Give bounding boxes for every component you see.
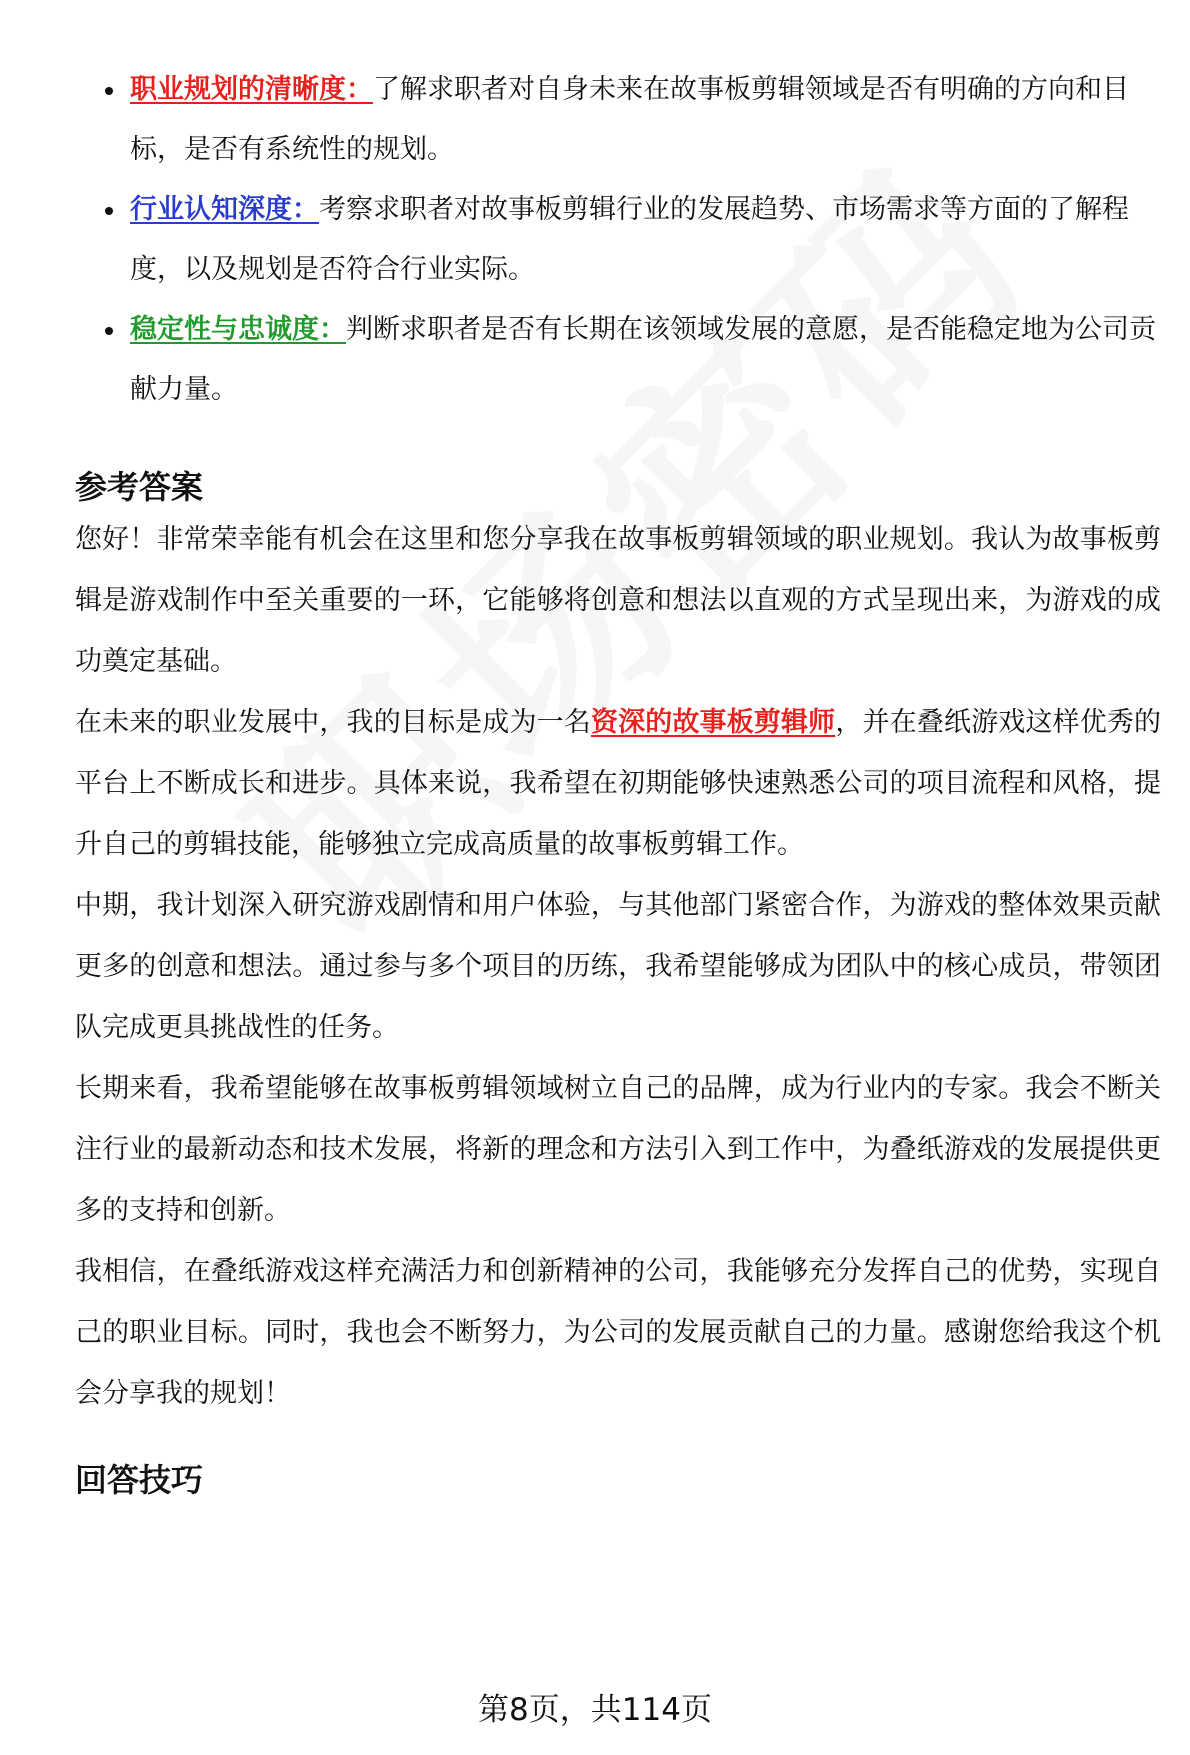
bullet-label: 职业规划的清晰度： xyxy=(130,74,373,105)
section-heading-answer: 参考答案 xyxy=(75,468,204,506)
bullet-label: 稳定性与忠诚度： xyxy=(130,314,346,345)
highlight-text: 资深的故事板剪辑师 xyxy=(590,707,836,738)
bullet-text: 了解求职者对自身未来在故事板剪辑领域是否有明确的方向和目标，是否有系统性的规划。 xyxy=(130,74,1129,165)
page-number: 第8页，共114页 xyxy=(478,1692,712,1728)
bullet-label: 行业认知深度： xyxy=(130,194,319,225)
answer-paragraph-3: 中期，我计划深入研究游戏剧情和用户体验，与其他部门紧密合作，为游戏的整体效果贡献更多的创意和想法。通过参与多个项目的历练，我希望能够成为团队中的核心成员，带领团队完成更具挑战性的任务。 xyxy=(75,890,1161,1043)
paragraph-text: ，并在叠纸游戏这样优秀的平台上不断成长和进步。具体来说，我希望在初期能够快速熟悉公司的项目流程和风格，提升自己的剪辑技能，能够独立完成高质量的故事板剪辑工作。 xyxy=(75,707,1162,860)
bullet-dot-icon xyxy=(105,87,113,95)
answer-paragraph-1: 您好！非常荣幸能有机会在这里和您分享我在故事板剪辑领域的职业规划。我认为故事板剪辑是游戏制作中至关重要的一环，它能够将创意和想法以直观的方式呈现出来，为游戏的成功奠定基础。 xyxy=(75,524,1161,677)
list-item xyxy=(75,60,1161,180)
bullet-text: 判断求职者是否有长期在该领域发展的意愿，是否能稳定地为公司贡献力量。 xyxy=(130,314,1156,405)
answer-paragraph-4: 长期来看，我希望能够在故事板剪辑领域树立自己的品牌，成为行业内的专家。我会不断关注行业的最新动态和技术发展，将新的理念和方法引入到工作中，为叠纸游戏的发展提供更多的支持和创新。 xyxy=(75,1073,1161,1226)
bullet-dot-icon xyxy=(105,207,113,215)
list-item xyxy=(75,180,1161,300)
answer-paragraph-2 xyxy=(75,692,1161,875)
evaluation-points-list xyxy=(75,60,1161,420)
section-heading-tips: 回答技巧 xyxy=(75,1461,204,1499)
list-item xyxy=(75,300,1161,420)
paragraph-text: 在未来的职业发展中，我的目标是成为一名 xyxy=(75,707,591,738)
answer-paragraph-5: 我相信，在叠纸游戏这样充满活力和创新精神的公司，我能够充分发挥自己的优势，实现自己的职业目标。同时，我也会不断努力，为公司的发展贡献自己的力量。感谢您给我这个机会分享我的规划！ xyxy=(75,1256,1161,1409)
document-body xyxy=(75,60,1161,1502)
bullet-dot-icon xyxy=(105,327,113,335)
bullet-text: 考察求职者对故事板剪辑行业的发展趋势、市场需求等方面的了解程度，以及规划是否符合行业实际。 xyxy=(130,194,1129,285)
